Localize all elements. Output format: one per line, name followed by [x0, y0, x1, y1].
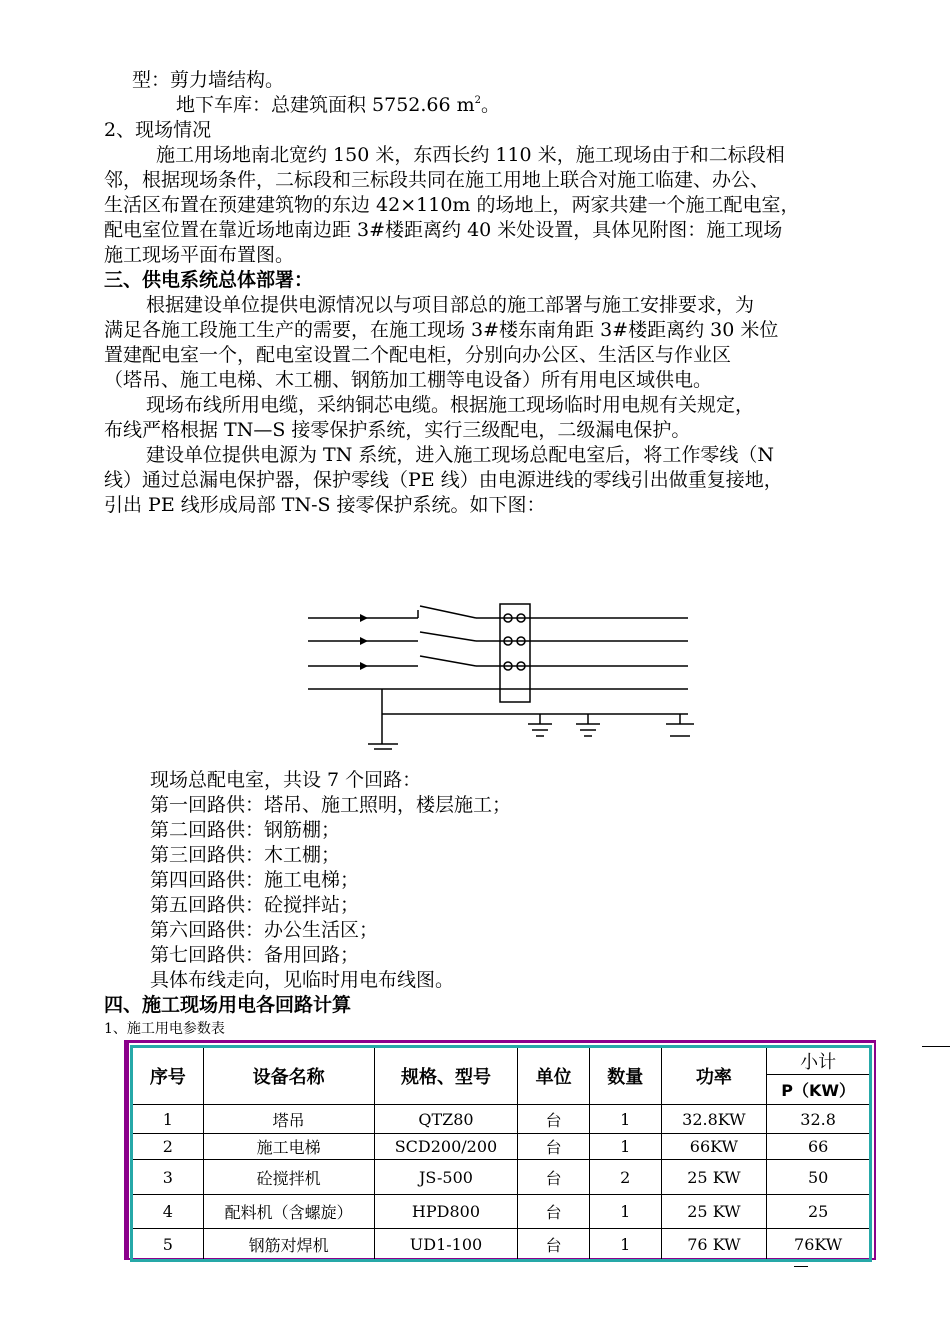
garage-area-superscript: 2	[474, 95, 482, 106]
circuit-item: 第二回路供：钢筋棚；	[150, 819, 341, 841]
header-name: 设备名称	[203, 1047, 374, 1105]
section3-paragraph-line: 满足各施工段施工生产的需要，在施工现场 3#楼东南角距 3#楼距离约 30 米位	[104, 319, 779, 341]
circuit-item: 第六回路供：办公生活区；	[150, 919, 379, 941]
header-subtotal: 小计	[767, 1047, 871, 1075]
section3-paragraph-line: 布线严格根据 TN—S 接零保护系统，实行三级配电，二级漏电保护。	[104, 419, 691, 441]
table-row	[132, 1195, 871, 1229]
table-row	[132, 1160, 871, 1195]
header-no: 序号	[132, 1047, 204, 1105]
cell-name: 塔吊	[203, 1105, 374, 1134]
circuit-item: 第三回路供：木工棚；	[150, 844, 341, 866]
section3-paragraph-line: 引出 PE 线形成局部 TN-S 接零保护系统。如下图：	[104, 494, 546, 516]
switch-blade-2	[420, 632, 476, 641]
garage-area-text: 地下车库：总建筑面积 5752.66 m	[176, 94, 475, 116]
section3-paragraph-line: 线）通过总漏电保护器，保护零线（PE 线）由电源进线的零线引出做重复接地，	[104, 469, 783, 491]
cell-subtotal: 25	[767, 1195, 871, 1229]
circuit-item: 第一回路供：塔吊、施工照明，楼层施工；	[150, 794, 512, 816]
parameter-table	[130, 1045, 872, 1262]
cell-qty: 1	[589, 1105, 661, 1134]
cell-name: 钢筋对焊机	[203, 1229, 374, 1261]
circuit-item: 第七回路供：备用回路；	[150, 944, 360, 966]
header-power: 功率	[661, 1047, 767, 1105]
garage-area-suffix: 。	[481, 94, 501, 116]
cell-unit: 台	[518, 1195, 590, 1229]
cell-power: 25 KW	[661, 1160, 767, 1195]
table-row	[132, 1134, 871, 1160]
tn-s-wiring-diagram	[300, 596, 700, 756]
cell-qty: 1	[589, 1195, 661, 1229]
cell-subtotal: 76KW	[767, 1229, 871, 1261]
cell-qty: 2	[589, 1160, 661, 1195]
cell-no: 1	[132, 1105, 204, 1134]
cell-name: 配料机（含螺旋）	[203, 1195, 374, 1229]
switch-blade-3	[420, 656, 476, 666]
garage-area-line	[176, 93, 500, 118]
cell-unit: 台	[518, 1229, 590, 1261]
table-row	[132, 1229, 871, 1261]
cell-name: 砼搅拌机	[203, 1160, 374, 1195]
section4-heading: 四、施工现场用电各回路计算	[104, 994, 352, 1016]
cell-no: 5	[132, 1229, 204, 1261]
table-row	[132, 1105, 871, 1134]
header-subtotal-unit: P（KW）	[767, 1075, 871, 1105]
margin-rule	[922, 1046, 950, 1047]
arrow-icon	[360, 637, 368, 645]
section3-paragraph-line: 根据建设单位提供电源情况以与项目部总的施工部署与施工安排要求，为	[146, 294, 755, 316]
cell-unit: 台	[518, 1105, 590, 1134]
section3-paragraph-line: （塔吊、施工电梯、木工棚、钢筋加工棚等电设备）所有用电区域供电。	[104, 369, 713, 391]
cell-spec: UD1-100	[374, 1229, 518, 1261]
cell-power: 32.8KW	[661, 1105, 767, 1134]
cell-subtotal: 66	[767, 1134, 871, 1160]
site-paragraph-line: 邻，根据现场条件，二标段和三标段共同在施工用地上联合对施工临建、办公、	[104, 169, 770, 191]
cell-spec: SCD200/200	[374, 1134, 518, 1160]
cell-spec: HPD800	[374, 1195, 518, 1229]
header-spec: 规格、型号	[374, 1047, 518, 1105]
cell-no: 2	[132, 1134, 204, 1160]
section3-paragraph-line: 建设单位提供电源为 TN 系统，进入施工现场总配电室后，将工作零线（N	[146, 444, 775, 466]
switch-blade-1	[420, 606, 476, 618]
circuit-item: 第五回路供：砼搅拌站；	[150, 894, 360, 916]
cell-qty: 1	[589, 1229, 661, 1261]
circuits-outro: 具体布线走向，见临时用电布线图。	[150, 969, 455, 991]
cell-subtotal: 32.8	[767, 1105, 871, 1134]
structure-type-line: 型：剪力墙结构。	[132, 69, 285, 91]
section3-paragraph-line: 置建配电室一个，配电室设置二个配电柜，分别向办公区、生活区与作业区	[104, 344, 732, 366]
arrow-icon	[360, 614, 368, 622]
site-paragraph-line	[156, 143, 876, 168]
site-paragraph-line: 配电室位置在靠近场地南边距 3#楼距离约 40 米处设置，具体见附图：施工现场	[104, 219, 783, 241]
site-paragraph-line: 施工现场平面布置图。	[104, 244, 295, 266]
cell-no: 4	[132, 1195, 204, 1229]
text-line: 施工用场地南北宽约 150 米，东西长约 110 米，施工现场由于和二标段相	[156, 144, 785, 166]
cell-subtotal: 50	[767, 1160, 871, 1195]
site-heading: 2、现场情况	[104, 119, 212, 141]
arrow-icon	[360, 662, 368, 670]
circuits-intro: 现场总配电室，共设 7 个回路：	[150, 769, 422, 791]
header-unit: 单位	[518, 1047, 590, 1105]
cell-power: 76 KW	[661, 1229, 767, 1261]
section3-paragraph-line: 现场布线所用电缆，采纳铜芯电缆。根据施工现场临时用电规有关规定，	[146, 394, 755, 416]
site-paragraph-line: 生活区布置在预建建筑物的东边 42×110m 的场地上，两家共建一个施工配电室，	[104, 194, 800, 216]
power-parameter-table	[124, 1040, 880, 1262]
table-caption: 1、施工用电参数表	[104, 1021, 225, 1037]
cell-name: 施工电梯	[203, 1134, 374, 1160]
cell-no: 3	[132, 1160, 204, 1195]
cell-spec: QTZ80	[374, 1105, 518, 1134]
section3-heading: 三、供电系统总体部署：	[104, 269, 314, 291]
cell-power: 25 KW	[661, 1195, 767, 1229]
cell-power: 66KW	[661, 1134, 767, 1160]
header-qty: 数量	[589, 1047, 661, 1105]
cell-unit: 台	[518, 1134, 590, 1160]
cell-qty: 1	[589, 1134, 661, 1160]
cell-spec: JS-500	[374, 1160, 518, 1195]
margin-rule	[794, 1266, 808, 1267]
circuit-item: 第四回路供：施工电梯；	[150, 869, 360, 891]
cell-unit: 台	[518, 1160, 590, 1195]
